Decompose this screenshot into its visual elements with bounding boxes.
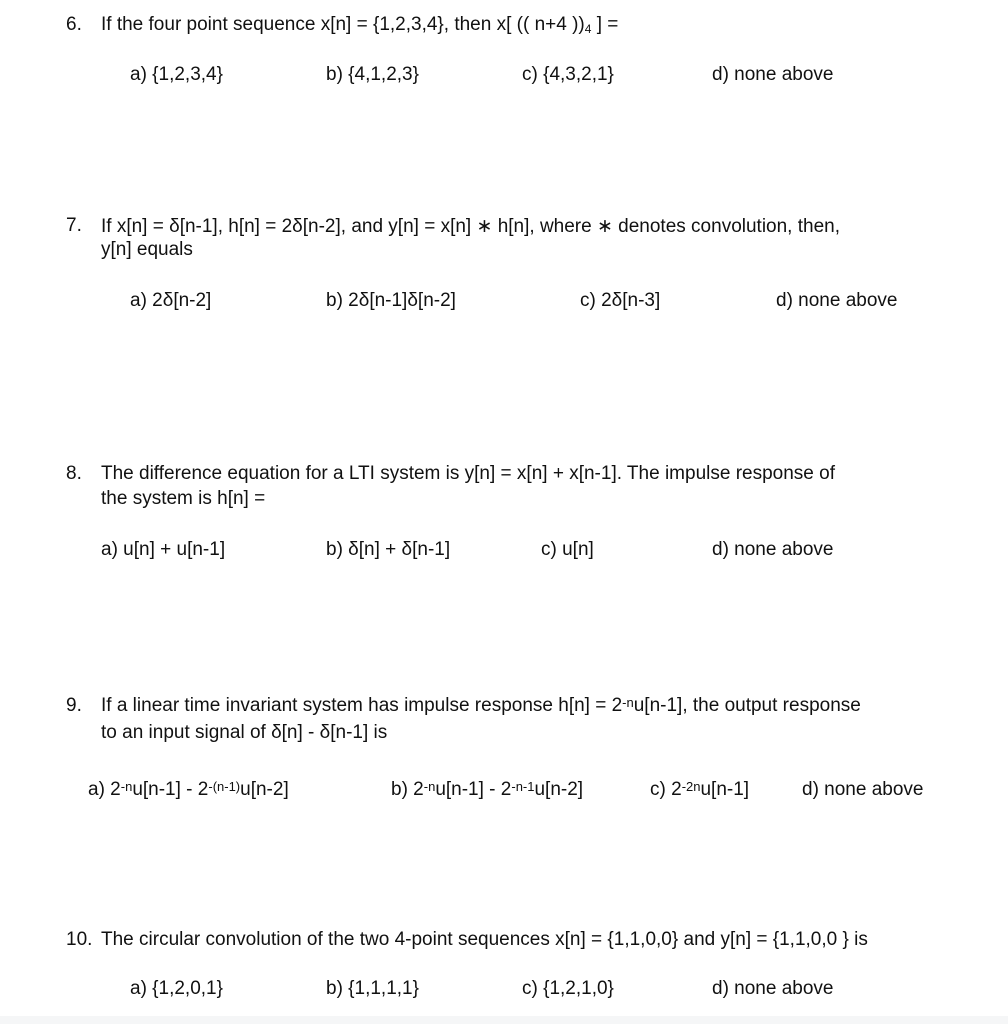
q8-stem-line1: The difference equation for a LTI system is y[n] = x[n] + x[n-1]. The impulse response of [101,463,835,484]
q6-option-d[interactable]: d) none above [712,64,834,85]
q9-number: 9. [66,695,82,716]
q9-a-part2: u[n-1] - 2 [132,779,209,800]
q10-stem-line1: The circular convolution of the two 4-point sequences x[n] = {1,1,0,0} and y[n] = {1,1,0,0 } is [101,929,868,950]
q6-number: 6. [66,14,82,35]
q9-stem-text: If a linear time invariant system has impulse response h[n] = 2 [101,695,623,716]
q9-a-exp2: -(n-1) [208,779,241,794]
q9-b-part1: b) 2 [391,779,424,800]
q6-stem-subscript: 4 [584,22,592,36]
q10-option-a[interactable]: a) {1,2,0,1} [130,978,223,999]
q10-number: 10. [66,929,93,950]
q7-option-a[interactable]: a) 2δ[n-2] [130,290,212,311]
q8-stem-line2: the system is h[n] = [101,488,266,509]
q9-b-exp2: -n-1 [511,779,535,794]
q9-b-part2: u[n-1] - 2 [435,779,512,800]
q7-option-b[interactable]: b) 2δ[n-1]δ[n-2] [326,290,456,311]
q8-option-b[interactable]: b) δ[n] + δ[n-1] [326,539,451,560]
q8-option-d[interactable]: d) none above [712,539,834,560]
q10-option-c[interactable]: c) {1,2,1,0} [522,978,614,999]
q9-c-part1: c) 2 [650,779,682,800]
q7-number: 7. [66,215,82,236]
q9-a-exp1: -n [120,779,133,794]
q6-stem-text: If the four point sequence x[n] = {1,2,3,4}, then x[ (( n+4 )) [101,14,585,35]
q6-option-c[interactable]: c) {4,3,2,1} [522,64,614,85]
q9-a-part3: u[n-2] [240,779,289,800]
q9-b-exp1: -n [423,779,436,794]
q6-stem [101,14,618,36]
q9-option-c[interactable] [650,779,749,801]
q9-option-d[interactable]: d) none above [802,779,924,800]
q8-option-c[interactable]: c) u[n] [541,539,594,560]
q9-c-part2: u[n-1] [700,779,750,800]
q9-option-a[interactable] [88,779,289,801]
q9-stem-line1 [101,695,861,717]
q9-option-b[interactable] [391,779,583,801]
q6-stem-end: ] = [591,14,619,35]
q8-option-a[interactable]: a) u[n] + u[n-1] [101,539,226,560]
q8-number: 8. [66,463,82,484]
q6-option-b[interactable]: b) {4,1,2,3} [326,64,419,85]
q9-stem-end: u[n-1], the output response [633,695,861,716]
q10-option-b[interactable]: b) {1,1,1,1} [326,978,419,999]
q7-option-c[interactable]: c) 2δ[n-3] [580,290,661,311]
q7-stem-line2: y[n] equals [101,239,193,260]
q9-a-part1: a) 2 [88,779,121,800]
bottom-edge-strip [0,1016,1008,1024]
q9-stem-exponent: -n [622,695,634,710]
q7-option-d[interactable]: d) none above [776,290,898,311]
q7-stem-line1: If x[n] = δ[n-1], h[n] = 2δ[n-2], and y[n] = x[n] ∗ h[n], where ∗ denotes convolution, then, [101,216,840,237]
q10-option-d[interactable]: d) none above [712,978,834,999]
q9-b-part3: u[n-2] [534,779,584,800]
q6-option-a[interactable]: a) {1,2,3,4} [130,64,223,85]
q9-stem-line2: to an input signal of δ[n] - δ[n-1] is [101,722,388,743]
q9-c-exp1: -2n [681,779,701,794]
